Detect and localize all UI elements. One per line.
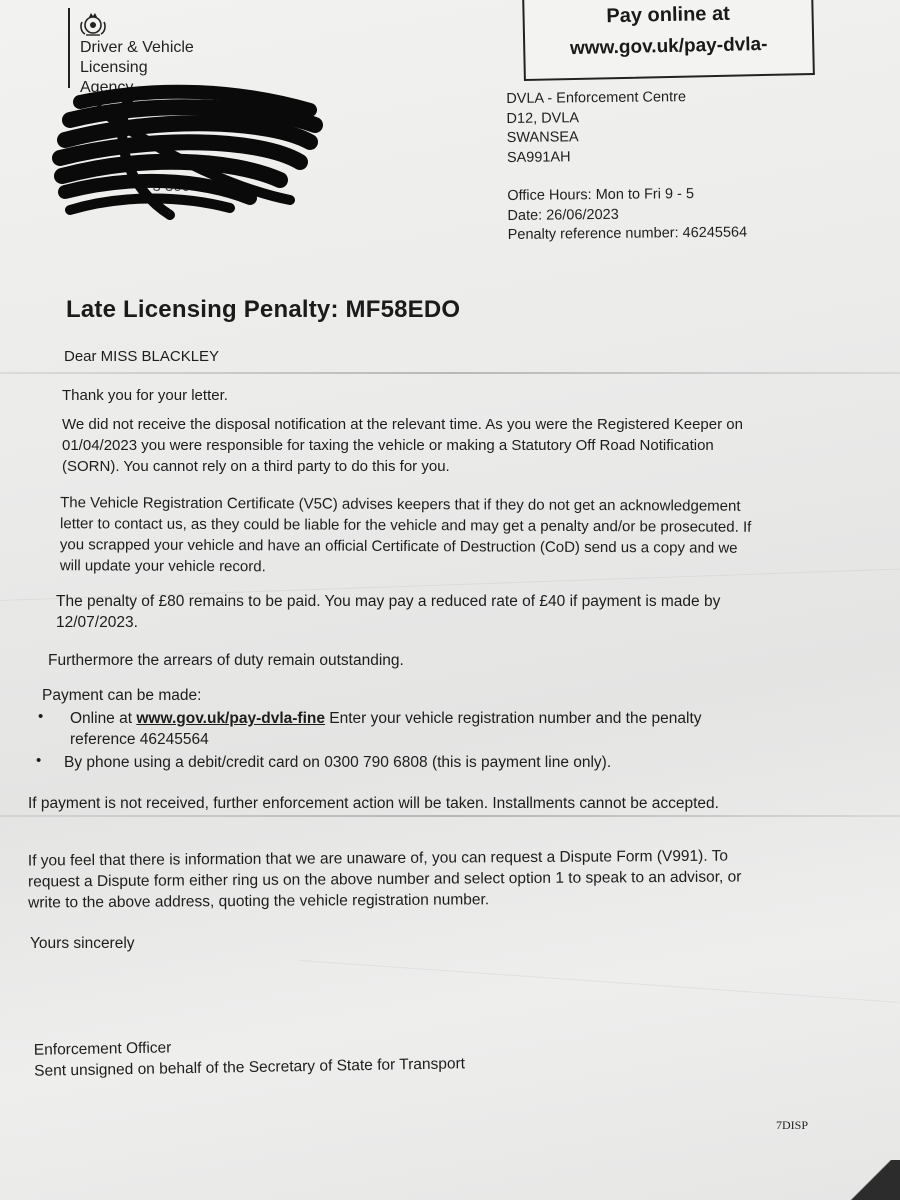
text-line: If you feel that there is information that we are unaware of, you can request a Dispute Form (V991). To — [27, 847, 729, 870]
enforcement-warning: If payment is not received, further enforcement action will be taken. Installments cannot be accepted. — [28, 795, 719, 812]
address-line: DVLA - Enforcement Centre — [506, 89, 687, 107]
officer-title: Enforcement Officer — [33, 1039, 172, 1059]
paragraph-arrears: Furthermore the arrears of duty remain outstanding. — [48, 652, 404, 669]
payment-heading: Payment can be made: — [42, 687, 202, 704]
page-corner-shadow — [840, 1160, 900, 1200]
payment-online-item — [70, 708, 702, 750]
pay-dvla-fine-link[interactable]: www.gov.uk/pay-dvla-fine — [136, 710, 325, 727]
paragraph-v5c — [60, 492, 752, 580]
letter-title: Late Licensing Penalty: MF58EDO — [66, 296, 461, 323]
royal-crest-icon — [78, 8, 108, 40]
redacted-text-fragment: 0 3 300 — [140, 178, 191, 195]
text-line: 01/04/2023 you were responsible for taxing the vehicle or making a Statutory Off Road Notification — [62, 437, 714, 454]
text-line: We did not receive the disposal notification at the relevant time. As you were the Registered Keeper on — [62, 416, 743, 433]
fold-line — [0, 372, 900, 374]
redaction-scribble — [40, 80, 340, 230]
penalty-reference: Penalty reference number: 46245564 — [507, 224, 748, 243]
text-line: request a Dispute form either ring us on the above number and select option 1 to speak to an advisor, or — [27, 868, 742, 891]
pay-online-box — [522, 0, 815, 81]
agency-name: Driver & Vehicle Licensing Agency — [80, 39, 194, 96]
sender-address-block — [506, 86, 888, 245]
text-line: reference 46245564 — [70, 731, 209, 748]
pay-online-heading: Pay online at — [606, 2, 730, 28]
thanks-line: Thank you for your letter. — [62, 387, 228, 404]
bullet: • — [36, 752, 42, 769]
text-line: will update your vehicle record. — [59, 557, 266, 576]
text-line: (SORN). You cannot rely on a third party to do this for you. — [62, 458, 450, 475]
payment-phone-item: By phone using a debit/credit card on 0300 790 6808 (this is payment line only). — [64, 754, 612, 771]
online-prefix: Online at — [70, 710, 137, 727]
logo-divider — [68, 8, 70, 88]
text-line: letter to contact us, as they could be liable for the vehicle and may get a penalty and/or be prosecuted. If — [60, 515, 752, 536]
fold-line — [0, 815, 900, 817]
bullet: • — [38, 708, 44, 725]
unsigned-note: Sent unsigned on behalf of the Secretary of State for Transport — [34, 1055, 466, 1080]
address-line: D12, DVLA — [506, 109, 580, 127]
text-line: 12/07/2023. — [56, 614, 138, 631]
text-line: write to the above address, quoting the vehicle registration number. — [28, 891, 490, 912]
signature-block — [34, 1032, 465, 1082]
paragraph-dispute — [28, 846, 742, 914]
text-line: The penalty of £80 remains to be paid. You may pay a reduced rate of £40 if payment is made by — [56, 593, 721, 610]
form-code: 7DISP — [776, 1118, 809, 1132]
salutation: Dear MISS BLACKLEY — [64, 348, 220, 365]
paper-crease — [300, 960, 899, 1003]
address-line: SA991AH — [506, 148, 571, 166]
closing: Yours sincerely — [30, 935, 135, 952]
address-line: SWANSEA — [506, 129, 579, 146]
paragraph-disposal — [62, 414, 743, 477]
text-line: you scrapped your vehicle and have an official Certificate of Destruction (CoD) send us a copy and we — [59, 536, 738, 557]
office-hours: Office Hours: Mon to Fri 9 - 5 — [507, 186, 695, 204]
text-line: The Vehicle Registration Certificate (V5C) advises keepers that if they do not get an acknowledgement — [60, 494, 741, 515]
paragraph-penalty — [56, 591, 720, 633]
letter-date: Date: 26/06/2023 — [507, 206, 619, 224]
pay-online-url[interactable]: www.gov.uk/pay-dvla- — [569, 33, 768, 60]
online-rest: Enter your vehicle registration number and the penalty — [324, 710, 702, 727]
